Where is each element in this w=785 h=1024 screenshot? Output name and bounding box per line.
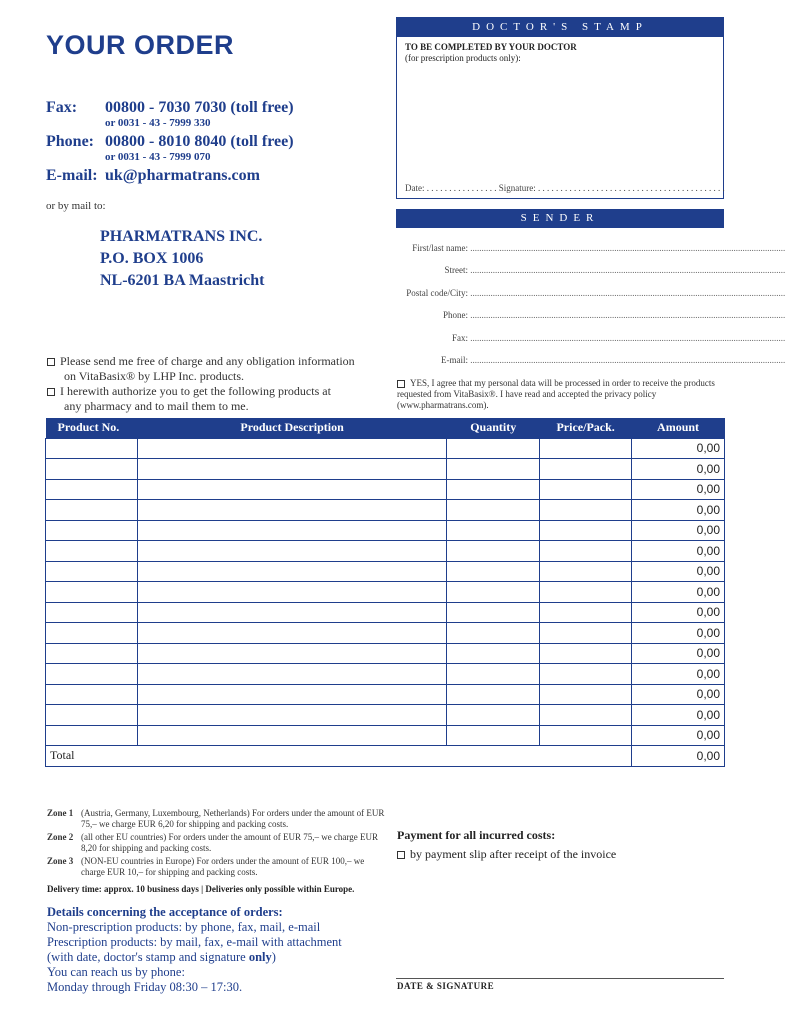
zone-item: [47, 856, 387, 878]
product-no-cell[interactable]: [46, 684, 138, 705]
doctor-stamp-instruction: TO BE COMPLETED BY YOUR DOCTOR: [405, 42, 577, 52]
sender-field-input[interactable]: ............................................................................................................................................: [468, 243, 785, 253]
zone-name: Zone 2: [47, 832, 74, 842]
amount-cell: 0,00: [632, 561, 725, 582]
product-no-cell[interactable]: [46, 459, 138, 480]
product-no-cell[interactable]: [46, 582, 138, 603]
order-table: [45, 418, 725, 767]
total-label: Total: [46, 746, 632, 767]
price-pack-cell[interactable]: [540, 438, 632, 459]
amount-cell: 0,00: [632, 541, 725, 562]
product-description-cell[interactable]: [137, 664, 446, 685]
zone-text: (NON-EU countries in Europe) For orders under the amount of EUR 100,– we charge EUR 10,– for shipping and packing costs.: [81, 856, 365, 877]
total-amount: 0,00: [632, 746, 725, 767]
product-no-cell[interactable]: [46, 520, 138, 541]
signature-line[interactable]: [396, 978, 724, 979]
amount-cell: 0,00: [632, 684, 725, 705]
product-description-cell[interactable]: [137, 520, 446, 541]
order-row: [46, 602, 725, 623]
sender-field-input[interactable]: ............................................................................................................................................: [468, 310, 785, 320]
order-row: [46, 705, 725, 726]
payment-option[interactable]: [397, 847, 616, 862]
amount-cell: 0,00: [632, 623, 725, 644]
sender-field-input[interactable]: ............................................................................................................................................: [468, 265, 785, 275]
amount-cell: 0,00: [632, 459, 725, 480]
consent-checkbox[interactable]: [397, 380, 405, 388]
address-line-2: P.O. BOX 1006: [100, 250, 204, 267]
details-line-4: You can reach us by phone:: [47, 965, 185, 979]
zone-text: (all other EU countries) For orders under the amount of EUR 75,– we charge EUR 8,20 for shipping and packing costs.: [81, 832, 379, 853]
fax-block: [46, 99, 77, 117]
amount-cell: 0,00: [632, 664, 725, 685]
sender-field-label: Postal code/City:: [406, 288, 468, 298]
sender-field-input[interactable]: ............................................................................................................................................: [468, 333, 785, 343]
payment-checkbox[interactable]: [397, 851, 405, 859]
mailing-address: [100, 226, 264, 292]
zone-item: [47, 808, 387, 830]
doctor-date-signature-line[interactable]: Date: . . . . . . . . . . . . . . . . Signature: . . . . . . . . . . . . . . . . . . . . . . . . . . . . . . . . . . . . . . . . . .: [405, 183, 725, 193]
amount-cell: 0,00: [632, 705, 725, 726]
quantity-cell[interactable]: [447, 541, 540, 562]
authorize-option[interactable]: [47, 384, 331, 399]
address-line-3: NL-6201 BA Maastricht: [100, 272, 265, 289]
quantity-cell[interactable]: [447, 582, 540, 603]
amount-cell: 0,00: [632, 438, 725, 459]
authorize-text-1: I herewith authorize you to get the following products at: [60, 384, 331, 398]
fax-number: [105, 99, 294, 117]
details-line-2: Prescription products: by mail, fax, e-mail with attachment: [47, 935, 342, 949]
price-pack-cell[interactable]: [540, 684, 632, 705]
payment-option-text: by payment slip after receipt of the invoice: [410, 847, 617, 861]
quantity-cell[interactable]: [447, 561, 540, 582]
price-pack-cell[interactable]: [540, 643, 632, 664]
amount-cell: 0,00: [632, 602, 725, 623]
order-row: [46, 561, 725, 582]
order-row: [46, 582, 725, 603]
consent-text: YES, I agree that my personal data will be processed in order to receive the products requested from VitaBasix®. I have read and accepted the privacy policy (www.pharmatrans.com).: [397, 378, 715, 410]
order-table-body: [46, 438, 725, 766]
order-row: [46, 438, 725, 459]
free-info-text-2: on VitaBasix® by LHP Inc. products.: [64, 369, 245, 383]
price-pack-cell[interactable]: [540, 459, 632, 480]
price-pack-cell[interactable]: [540, 705, 632, 726]
product-no-cell[interactable]: [46, 725, 138, 746]
product-description-cell[interactable]: [137, 438, 446, 459]
quantity-cell[interactable]: [447, 725, 540, 746]
order-row: [46, 725, 725, 746]
price-pack-cell[interactable]: [540, 602, 632, 623]
sender-field-row[interactable]: [396, 310, 785, 320]
product-description-cell[interactable]: [137, 500, 446, 521]
order-row: [46, 520, 725, 541]
zone-text: (Austria, Germany, Luxembourg, Netherlands) For orders under the amount of EUR 75,– we charge EUR 6,20 for shipping and packing costs.: [81, 808, 385, 829]
sender-field-row[interactable]: [396, 265, 785, 275]
sender-field-label: E-mail:: [441, 355, 468, 365]
price-pack-cell[interactable]: [540, 582, 632, 603]
authorize-text-2: any pharmacy and to mail them to me.: [64, 399, 249, 413]
price-pack-cell[interactable]: [540, 500, 632, 521]
doctor-stamp-box[interactable]: [396, 17, 724, 199]
free-info-checkbox[interactable]: [47, 358, 55, 366]
zone-name: Zone 3: [47, 856, 74, 866]
consent-option[interactable]: [397, 378, 717, 411]
order-row: [46, 541, 725, 562]
quantity-cell[interactable]: [447, 623, 540, 644]
details-line-5: Monday through Friday 08:30 – 17:30.: [47, 980, 243, 994]
product-no-cell[interactable]: [46, 643, 138, 664]
email-label: E-mail:: [46, 167, 98, 184]
product-no-cell[interactable]: [46, 541, 138, 562]
product-description-cell[interactable]: [137, 459, 446, 480]
quantity-cell[interactable]: [447, 705, 540, 726]
product-no-cell[interactable]: [46, 438, 138, 459]
page-title: YOUR ORDER: [46, 30, 235, 60]
product-no-cell[interactable]: [46, 664, 138, 685]
phone-label: Phone:: [46, 133, 94, 150]
order-row: [46, 459, 725, 480]
product-no-cell[interactable]: [46, 602, 138, 623]
fax-alt: or 0031 - 43 - 7999 330: [105, 117, 211, 129]
price-pack-cell[interactable]: [540, 520, 632, 541]
product-description-cell[interactable]: [137, 479, 446, 500]
col-product-description: Product Description: [137, 418, 446, 438]
amount-cell: 0,00: [632, 643, 725, 664]
order-row: [46, 664, 725, 685]
phone-value: 00800 - 8010 8040 (toll free): [105, 133, 294, 150]
signature-label: DATE & SIGNATURE: [397, 981, 495, 991]
order-table-header: [46, 418, 725, 438]
order-row: [46, 479, 725, 500]
phone-alt: or 0031 - 43 - 7999 070: [105, 151, 211, 163]
zone-name: Zone 1: [47, 808, 74, 818]
quantity-cell[interactable]: [447, 459, 540, 480]
quantity-cell[interactable]: [447, 500, 540, 521]
authorize-checkbox[interactable]: [47, 388, 55, 396]
email-block: [46, 167, 98, 185]
col-price-pack: Price/Pack.: [540, 418, 632, 438]
details-line-3-post: ): [271, 950, 276, 964]
details-line-3-pre: (with date, doctor's stamp and signature: [47, 950, 249, 964]
details-line-3-bold: only: [248, 950, 272, 964]
sender-field-input[interactable]: ............................................................................................................................................: [468, 288, 785, 298]
price-pack-cell[interactable]: [540, 664, 632, 685]
sender-field-label: Fax:: [451, 333, 468, 343]
quantity-cell[interactable]: [447, 479, 540, 500]
product-no-cell[interactable]: [46, 561, 138, 582]
address-line-1: PHARMATRANS INC.: [100, 228, 263, 245]
doctor-stamp-header: DOCTOR'S STAMP: [397, 18, 723, 37]
quantity-cell[interactable]: [447, 643, 540, 664]
price-pack-cell[interactable]: [540, 623, 632, 644]
total-row: [46, 746, 725, 767]
order-row: [46, 623, 725, 644]
fax-label: Fax:: [46, 99, 78, 116]
price-pack-cell[interactable]: [540, 561, 632, 582]
quantity-cell[interactable]: [447, 664, 540, 685]
order-details: [47, 905, 342, 995]
product-description-cell[interactable]: [137, 602, 446, 623]
product-description-cell[interactable]: [137, 705, 446, 726]
amount-cell: 0,00: [632, 725, 725, 746]
free-info-text-1: Please send me free of charge and any obligation information: [60, 354, 355, 368]
order-row: [46, 684, 725, 705]
price-pack-cell[interactable]: [540, 725, 632, 746]
product-description-cell[interactable]: [137, 582, 446, 603]
sender-header: SENDER: [396, 209, 724, 228]
sender-field-row[interactable]: [396, 243, 785, 253]
mail-intro: or by mail to:: [46, 200, 106, 212]
product-description-cell[interactable]: [137, 623, 446, 644]
product-description-cell[interactable]: [137, 725, 446, 746]
email-address[interactable]: [105, 167, 260, 185]
price-pack-cell[interactable]: [540, 479, 632, 500]
quantity-cell[interactable]: [447, 684, 540, 705]
doctor-stamp-note: (for prescription products only):: [405, 53, 521, 63]
price-pack-cell[interactable]: [540, 541, 632, 562]
product-no-cell[interactable]: [46, 500, 138, 521]
amount-cell: 0,00: [632, 479, 725, 500]
order-row: [46, 500, 725, 521]
product-description-cell[interactable]: [137, 561, 446, 582]
quantity-cell[interactable]: [447, 520, 540, 541]
details-line-1: Non-prescription products: by phone, fax, mail, e-mail: [47, 920, 321, 934]
payment-title: Payment for all incurred costs:: [397, 828, 556, 842]
sender-field-label: Phone:: [442, 310, 468, 320]
sender-field-label: First/last name:: [412, 243, 468, 253]
sender-field-row[interactable]: [396, 355, 785, 365]
col-quantity: Quantity: [447, 418, 540, 438]
amount-cell: 0,00: [632, 582, 725, 603]
product-no-cell[interactable]: [46, 623, 138, 644]
shipping-zones: [47, 808, 387, 880]
delivery-note: Delivery time: approx. 10 business days | Deliveries only possible within Europe.: [47, 884, 355, 894]
email-value[interactable]: uk@pharmatrans.com: [105, 167, 260, 184]
zone-item: [47, 832, 387, 854]
col-amount: Amount: [632, 418, 725, 438]
product-description-cell[interactable]: [137, 684, 446, 705]
quantity-cell[interactable]: [447, 602, 540, 623]
sender-field-label: Street:: [444, 265, 468, 275]
quantity-cell[interactable]: [447, 438, 540, 459]
fax-value: 00800 - 7030 7030 (toll free): [105, 99, 294, 116]
phone-number: [105, 133, 294, 151]
amount-cell: 0,00: [632, 520, 725, 541]
sender-field-row[interactable]: [396, 288, 785, 298]
product-description-cell[interactable]: [137, 643, 446, 664]
sender-field-input[interactable]: ............................................................................................................................................: [468, 355, 785, 365]
free-info-option[interactable]: [47, 354, 355, 369]
product-no-cell[interactable]: [46, 479, 138, 500]
sender-field-row[interactable]: [396, 333, 785, 343]
product-description-cell[interactable]: [137, 541, 446, 562]
col-product-no: Product No.: [46, 418, 138, 438]
phone-block: [46, 133, 94, 151]
details-title: Details concerning the acceptance of orders:: [47, 905, 283, 919]
details-line-3: [47, 950, 342, 965]
product-no-cell[interactable]: [46, 705, 138, 726]
amount-cell: 0,00: [632, 500, 725, 521]
order-row: [46, 643, 725, 664]
